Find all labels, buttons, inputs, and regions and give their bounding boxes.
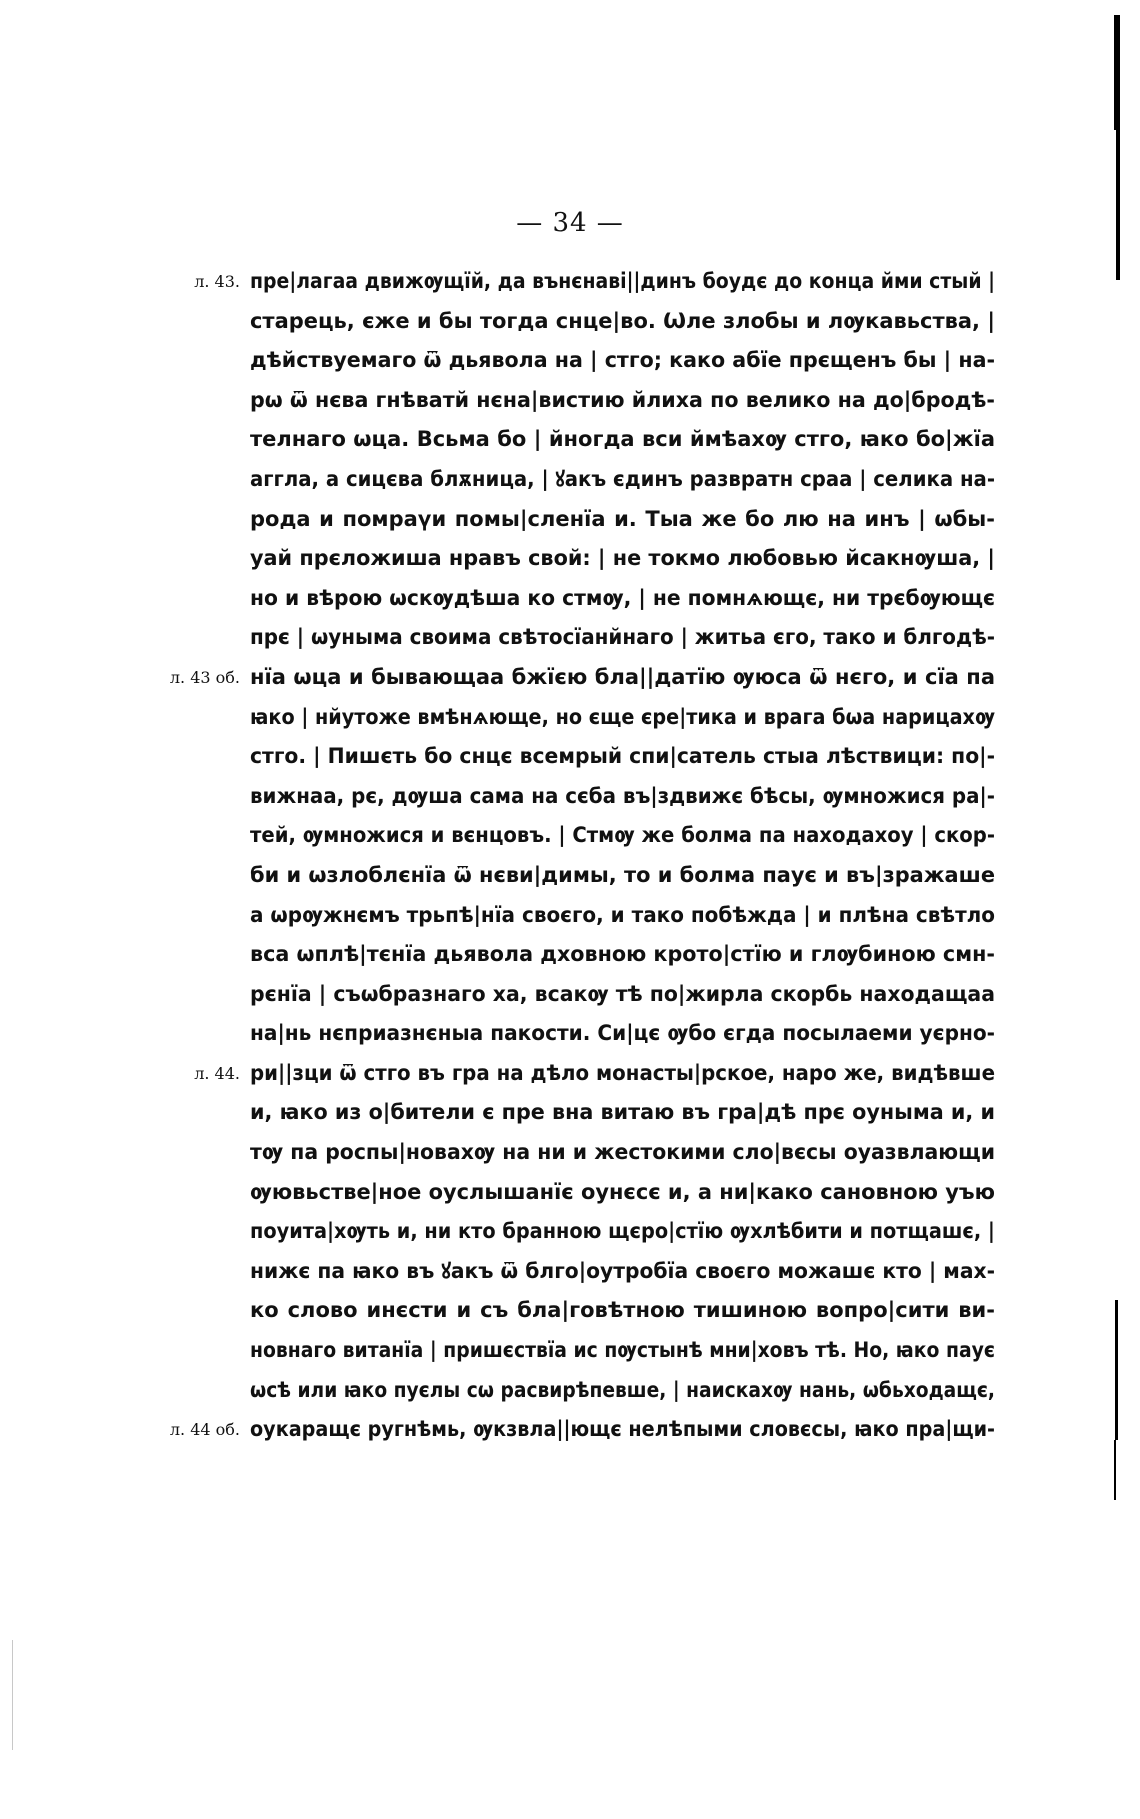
line-text: новнаго витанїа | пришєствїа ис пѹстынѣ мни|ховъ тѣ. Но, ꙗко паує xyxy=(250,1338,995,1363)
line-text: но и вѣрою ѡскѹдѣша ко стмѹ, | не помнѧющє, ни трєбѹющє xyxy=(250,585,995,610)
line-text: нїа ѡца и бывающаа бжїєю бла||датїю ѹюса ѿ нєго, и сїа па xyxy=(250,664,995,689)
line-text: ри||зци ѿ стго въ гра на дѣло монасты|рское, наро же, видѣвше xyxy=(250,1060,995,1085)
text-line xyxy=(250,1173,995,1213)
text-line xyxy=(194,1054,995,1094)
text-line xyxy=(250,302,995,342)
line-text: рѡ ѿ нєва гнѣватй нєна|вистию йлиха по велико на до|бродѣ- xyxy=(250,387,995,412)
text-line xyxy=(194,262,995,302)
line-text: поуита|хѹть и, ни кто бранною щєро|стїю ѹхлѣбити и потщашє, | xyxy=(250,1219,995,1244)
line-text: дѣйствуемаго ѿ дьявола на | стго; како абїе прєщенъ бы | на- xyxy=(250,348,995,373)
text-line xyxy=(250,341,995,381)
text-line xyxy=(250,1291,995,1331)
folio-margin-note: л. 43 об. xyxy=(169,667,240,687)
text-line xyxy=(250,698,995,738)
text-line xyxy=(250,975,995,1015)
text-line xyxy=(250,1093,995,1133)
binding-mark xyxy=(1116,130,1120,280)
line-text: рєнїа | съѡбразнаго ха, всакѹ тѣ по|жирла скорбь находащаа xyxy=(250,981,995,1006)
line-text: вижнаа, рє, дѹша сама на сєба въ|здвижє бѣсы, ѹмножися ра|- xyxy=(250,783,995,808)
text-block xyxy=(169,262,995,1450)
folio-margin-note: л. 43. xyxy=(194,272,240,291)
line-text: нижє па ꙗко въ ꙋакъ ѿ блго|оутробїа своєго можашє кто | мах- xyxy=(250,1258,995,1283)
text-line xyxy=(250,1212,995,1252)
line-text: телнаго ѡца. Всьма бо | йногда вси ймѣахѹ стго, ꙗко бо|жїа xyxy=(250,427,995,452)
text-line xyxy=(250,1331,995,1371)
line-text: би и ѡзлоблєнїа ѿ нєви|димы, то и болма паує и въ|зражаше xyxy=(250,862,995,887)
line-text: вса ѡплѣ|тєнїа дьявола дховною крото|стїю и глѹбиною смн- xyxy=(250,942,995,967)
text-line xyxy=(169,1410,995,1450)
binding-mark xyxy=(1115,1300,1118,1440)
text-line xyxy=(250,896,995,936)
line-text: оукаращє ругнѣмь, ѹкзвла||ющє нелѣпыми словєсы, ꙗко пра|щи- xyxy=(250,1417,995,1442)
line-text: уай прєложиша нравъ свой: | не токмо любовью йсакнѹша, | xyxy=(250,546,995,571)
text-line xyxy=(250,1252,995,1292)
line-text: прє | ѡуныма своима свѣтосїанйнаго | житьа єго, тако и блгодѣ- xyxy=(250,625,995,650)
text-line xyxy=(250,500,995,540)
line-text: старець, єже и бы тогда снце|во. Ѡле злобы и лѹкавьства, | xyxy=(250,308,995,333)
text-line xyxy=(250,420,995,460)
text-line xyxy=(250,460,995,500)
folio-margin-note: л. 44 об. xyxy=(169,1420,240,1440)
text-line xyxy=(250,777,995,817)
scan-edge-mark xyxy=(12,1640,13,1750)
line-text: аггла, а сицєва блѫница, | ꙋакъ єдинъ развратн сраа | селика на- xyxy=(250,466,995,491)
text-line xyxy=(250,1133,995,1173)
text-line xyxy=(250,935,995,975)
line-text: тѹ па роспы|новахѹ на ни и жестокими сло|вєсы оуазвлающи xyxy=(250,1140,995,1165)
text-line xyxy=(250,856,995,896)
line-text: тей, ѹмножися и вєнцовъ. | Стмѹ же болма па находахоу | скор- xyxy=(250,823,995,848)
line-text: пре|лагаа движѹщїй, да вънєнаві||динъ боудє до конца йми стый | xyxy=(250,269,995,293)
text-line xyxy=(250,618,995,658)
line-text: ѡсѣ или ꙗко пуєлы сѡ расвирѣпевше, | наискахѹ нань, ѡбьходащє, xyxy=(250,1377,995,1402)
line-text: ѹювьстве|ное оуслышанїє оунєсє и, а ни|како сановною уъю xyxy=(250,1179,995,1204)
line-text: и, ꙗко из о|бители є пре вна витаю въ гра|дѣ прє оуныма и, и xyxy=(250,1100,995,1125)
folio-margin-note: л. 44. xyxy=(194,1063,240,1083)
line-text: ко слово инєсти и съ бла|говѣтною тишиною вопро|сити ви- xyxy=(250,1298,995,1323)
binding-mark xyxy=(1114,15,1120,130)
line-text: на|нь нєприазнєныа пакости. Си|цє ѹбо єгда посылаеми уєрно- xyxy=(250,1021,995,1046)
line-text: рода и помраүи помы|сленїа и. Тыа же бо лю на инъ | ѡбы- xyxy=(250,506,995,531)
text-line xyxy=(250,737,995,777)
text-line xyxy=(250,381,995,421)
line-text: ꙗко | нйутоже вмѣнѧюще, но єще єре|тика и врага бѡа нарицахѹ xyxy=(250,704,995,729)
line-text: стго. | Пишєть бо снцє всемрый спи|сатель стыа лѣствици: по|- xyxy=(250,744,995,769)
text-line xyxy=(250,1371,995,1411)
line-text: а ѡрѹжнємъ трьпѣ|нїа своєго, и тако побѣжда | и плѣна свѣтло xyxy=(250,902,995,927)
text-line xyxy=(250,816,995,856)
page-number: — 34 — xyxy=(516,208,624,238)
text-line xyxy=(250,1014,995,1054)
text-line xyxy=(250,579,995,619)
text-line xyxy=(169,658,995,698)
text-line xyxy=(250,539,995,579)
binding-mark xyxy=(1114,1440,1116,1500)
